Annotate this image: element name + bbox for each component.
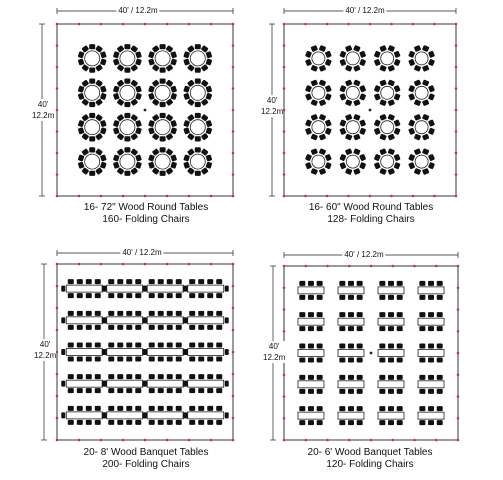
- folding-chair: [339, 326, 345, 331]
- folding-chair: [317, 344, 323, 349]
- height-dimension-meters: 12.2m: [261, 107, 284, 116]
- banquet-table: [298, 281, 324, 300]
- tent-post: [457, 265, 460, 268]
- folding-chair: [308, 344, 314, 349]
- banquet-table: [418, 406, 444, 425]
- folding-chair: [339, 406, 345, 411]
- width-dimension-label: 40' / 12.2m: [345, 6, 385, 15]
- folding-chair: [428, 358, 434, 363]
- height-dimension-meters: 12.2m: [32, 111, 55, 120]
- table-top: [418, 381, 444, 388]
- banquet-table: [418, 375, 444, 394]
- tent-post: [413, 265, 416, 268]
- tent-post: [326, 439, 329, 442]
- table-top: [418, 318, 444, 325]
- folding-chair: [308, 420, 314, 425]
- table-top: [338, 381, 364, 388]
- folding-chair: [397, 295, 403, 300]
- folding-chair: [317, 375, 323, 380]
- tent-post: [457, 330, 460, 333]
- folding-chair: [428, 420, 434, 425]
- banquet-table: [338, 312, 364, 331]
- tent-post: [304, 439, 307, 442]
- tent-post: [283, 308, 286, 311]
- folding-chair: [428, 344, 434, 349]
- tent-post: [283, 286, 286, 289]
- folding-chair: [379, 344, 385, 349]
- folding-chair: [379, 375, 385, 380]
- folding-chair: [428, 326, 434, 331]
- folding-chair: [348, 326, 354, 331]
- folding-chair: [317, 326, 323, 331]
- folding-chair: [388, 375, 394, 380]
- folding-chair: [357, 312, 363, 317]
- table-top: [298, 350, 324, 357]
- folding-chair: [357, 358, 363, 363]
- folding-chair: [317, 358, 323, 363]
- caption-tables: 20- 8' Wood Banquet Tables: [83, 447, 209, 458]
- folding-chair: [419, 389, 425, 394]
- folding-chair: [388, 420, 394, 425]
- folding-chair: [428, 389, 434, 394]
- tent-post: [457, 395, 460, 398]
- folding-chair: [379, 389, 385, 394]
- banquet-table: [418, 344, 444, 363]
- folding-chair: [339, 420, 345, 425]
- tent-post: [283, 439, 286, 442]
- folding-chair: [388, 312, 394, 317]
- folding-chair: [397, 389, 403, 394]
- folding-chair: [397, 312, 403, 317]
- height-dimension-feet: 40': [268, 342, 280, 351]
- folding-chair: [357, 406, 363, 411]
- folding-chair: [428, 295, 434, 300]
- folding-chair: [419, 312, 425, 317]
- folding-chair: [299, 358, 305, 363]
- folding-chair: [419, 344, 425, 349]
- folding-chair: [428, 281, 434, 286]
- width-dimension-label: 40' / 12.2m: [122, 248, 162, 257]
- folding-chair: [437, 344, 443, 349]
- folding-chair: [419, 326, 425, 331]
- folding-chair: [317, 312, 323, 317]
- tent-post: [457, 308, 460, 311]
- tent-post: [326, 265, 329, 268]
- folding-chair: [419, 420, 425, 425]
- folding-chair: [299, 406, 305, 411]
- table-top: [298, 381, 324, 388]
- folding-chair: [339, 375, 345, 380]
- caption-chairs: 128- Folding Chairs: [327, 214, 415, 225]
- folding-chair: [357, 420, 363, 425]
- table-top: [298, 412, 324, 419]
- folding-chair: [379, 281, 385, 286]
- folding-chair: [317, 406, 323, 411]
- folding-chair: [308, 281, 314, 286]
- tent-post: [457, 417, 460, 420]
- folding-chair: [308, 295, 314, 300]
- tent-post: [391, 265, 394, 268]
- folding-chair: [339, 295, 345, 300]
- folding-chair: [348, 420, 354, 425]
- tent-post: [370, 439, 373, 442]
- tent-post: [457, 439, 460, 442]
- folding-chair: [299, 389, 305, 394]
- folding-chair: [348, 312, 354, 317]
- folding-chair: [419, 375, 425, 380]
- folding-chair: [419, 358, 425, 363]
- folding-chair: [308, 326, 314, 331]
- tent-post: [348, 265, 351, 268]
- tent-post: [413, 439, 416, 442]
- folding-chair: [397, 281, 403, 286]
- folding-chair: [339, 344, 345, 349]
- folding-chair: [317, 420, 323, 425]
- caption-tables: 16- 60" Wood Round Tables: [308, 202, 434, 213]
- folding-chair: [299, 281, 305, 286]
- caption-chairs: 120- Folding Chairs: [326, 459, 414, 470]
- folding-chair: [437, 375, 443, 380]
- folding-chair: [388, 326, 394, 331]
- folding-chair: [437, 281, 443, 286]
- table-top: [418, 412, 444, 419]
- table-top: [418, 350, 444, 357]
- folding-chair: [357, 295, 363, 300]
- folding-chair: [299, 326, 305, 331]
- folding-chair: [379, 358, 385, 363]
- folding-chair: [428, 375, 434, 380]
- caption-chairs: 200- Folding Chairs: [102, 459, 190, 470]
- table-top: [338, 412, 364, 419]
- folding-chair: [308, 406, 314, 411]
- folding-chair: [357, 326, 363, 331]
- folding-chair: [388, 358, 394, 363]
- tent-post: [283, 395, 286, 398]
- folding-chair: [437, 358, 443, 363]
- folding-chair: [317, 389, 323, 394]
- folding-chair: [357, 281, 363, 286]
- banquet-table: [298, 406, 324, 425]
- folding-chair: [348, 389, 354, 394]
- folding-chair: [437, 326, 443, 331]
- table-top: [378, 350, 404, 357]
- banquet-table: [418, 312, 444, 331]
- folding-chair: [357, 375, 363, 380]
- banquet-table: [298, 312, 324, 331]
- folding-chair: [437, 312, 443, 317]
- tent-post: [283, 373, 286, 376]
- folding-chair: [397, 406, 403, 411]
- folding-chair: [397, 326, 403, 331]
- table-top: [298, 318, 324, 325]
- folding-chair: [317, 295, 323, 300]
- folding-chair: [388, 406, 394, 411]
- banquet-table: [418, 281, 444, 300]
- folding-chair: [299, 295, 305, 300]
- caption-chairs: 160- Folding Chairs: [102, 214, 190, 225]
- tent-post: [435, 265, 438, 268]
- folding-chair: [339, 389, 345, 394]
- height-dimension-feet: 40': [37, 100, 49, 109]
- height-dimension-feet: 40': [39, 340, 51, 349]
- caption-tables: 20- 6' Wood Banquet Tables: [307, 447, 433, 458]
- folding-chair: [379, 312, 385, 317]
- table-top: [378, 381, 404, 388]
- tent-post: [348, 439, 351, 442]
- folding-chair: [348, 406, 354, 411]
- height-dimension-meters: 12.2m: [263, 353, 286, 362]
- folding-chair: [348, 281, 354, 286]
- banquet-table: [298, 375, 324, 394]
- table-top: [378, 287, 404, 294]
- folding-chair: [299, 312, 305, 317]
- folding-chair: [308, 358, 314, 363]
- banquet-table: [338, 375, 364, 394]
- folding-chair: [317, 281, 323, 286]
- banquet-table: [378, 375, 404, 394]
- table-top: [338, 318, 364, 325]
- folding-chair: [308, 312, 314, 317]
- tent-post: [283, 330, 286, 333]
- folding-chair: [428, 312, 434, 317]
- width-dimension-label: 40' / 12.2m: [118, 6, 158, 15]
- folding-chair: [419, 295, 425, 300]
- tent-post: [283, 265, 286, 268]
- folding-chair: [299, 375, 305, 380]
- center-pole: [370, 352, 373, 355]
- folding-chair: [348, 344, 354, 349]
- folding-chair: [397, 375, 403, 380]
- tent-post: [304, 265, 307, 268]
- tent-post: [435, 439, 438, 442]
- folding-chair: [397, 344, 403, 349]
- folding-chair: [348, 295, 354, 300]
- banquet-table: [338, 344, 364, 363]
- folding-chair: [437, 295, 443, 300]
- folding-chair: [419, 281, 425, 286]
- folding-chair: [379, 406, 385, 411]
- banquet-table: [378, 281, 404, 300]
- folding-chair: [308, 375, 314, 380]
- folding-chair: [437, 389, 443, 394]
- folding-chair: [308, 389, 314, 394]
- table-top: [338, 287, 364, 294]
- folding-chair: [299, 420, 305, 425]
- tent-post: [370, 265, 373, 268]
- folding-chair: [388, 281, 394, 286]
- tent-post: [283, 417, 286, 420]
- folding-chair: [397, 358, 403, 363]
- folding-chair: [379, 295, 385, 300]
- folding-chair: [339, 358, 345, 363]
- banquet-table: [338, 281, 364, 300]
- tent-post: [457, 286, 460, 289]
- table-top: [378, 318, 404, 325]
- folding-chair: [388, 295, 394, 300]
- folding-chair: [299, 344, 305, 349]
- table-top: [378, 412, 404, 419]
- panel-caption: [308, 447, 433, 471]
- folding-chair: [397, 420, 403, 425]
- banquet-table: [378, 312, 404, 331]
- folding-chair: [388, 344, 394, 349]
- banquet-table: [378, 406, 404, 425]
- banquet-table: [338, 406, 364, 425]
- folding-chair: [379, 326, 385, 331]
- folding-chair: [357, 389, 363, 394]
- width-dimension-label: 40' / 12.2m: [344, 250, 384, 259]
- folding-chair: [348, 375, 354, 380]
- folding-chair: [428, 406, 434, 411]
- folding-chair: [379, 420, 385, 425]
- folding-chair: [419, 406, 425, 411]
- folding-chair: [388, 389, 394, 394]
- table-top: [418, 287, 444, 294]
- caption-tables: 16- 72" Wood Round Tables: [83, 202, 209, 213]
- folding-chair: [348, 358, 354, 363]
- tent-post: [457, 373, 460, 376]
- table-top: [338, 350, 364, 357]
- folding-chair: [437, 406, 443, 411]
- folding-chair: [339, 281, 345, 286]
- height-dimension-label: [263, 341, 285, 363]
- tent-post: [457, 352, 460, 355]
- folding-chair: [357, 344, 363, 349]
- tent-post: [391, 439, 394, 442]
- height-dimension-feet: 40': [266, 96, 278, 105]
- table-top: [298, 287, 324, 294]
- folding-chair: [437, 420, 443, 425]
- height-dimension-meters: 12.2m: [34, 351, 57, 360]
- banquet-table: [298, 344, 324, 363]
- banquet-table: [378, 344, 404, 363]
- folding-chair: [339, 312, 345, 317]
